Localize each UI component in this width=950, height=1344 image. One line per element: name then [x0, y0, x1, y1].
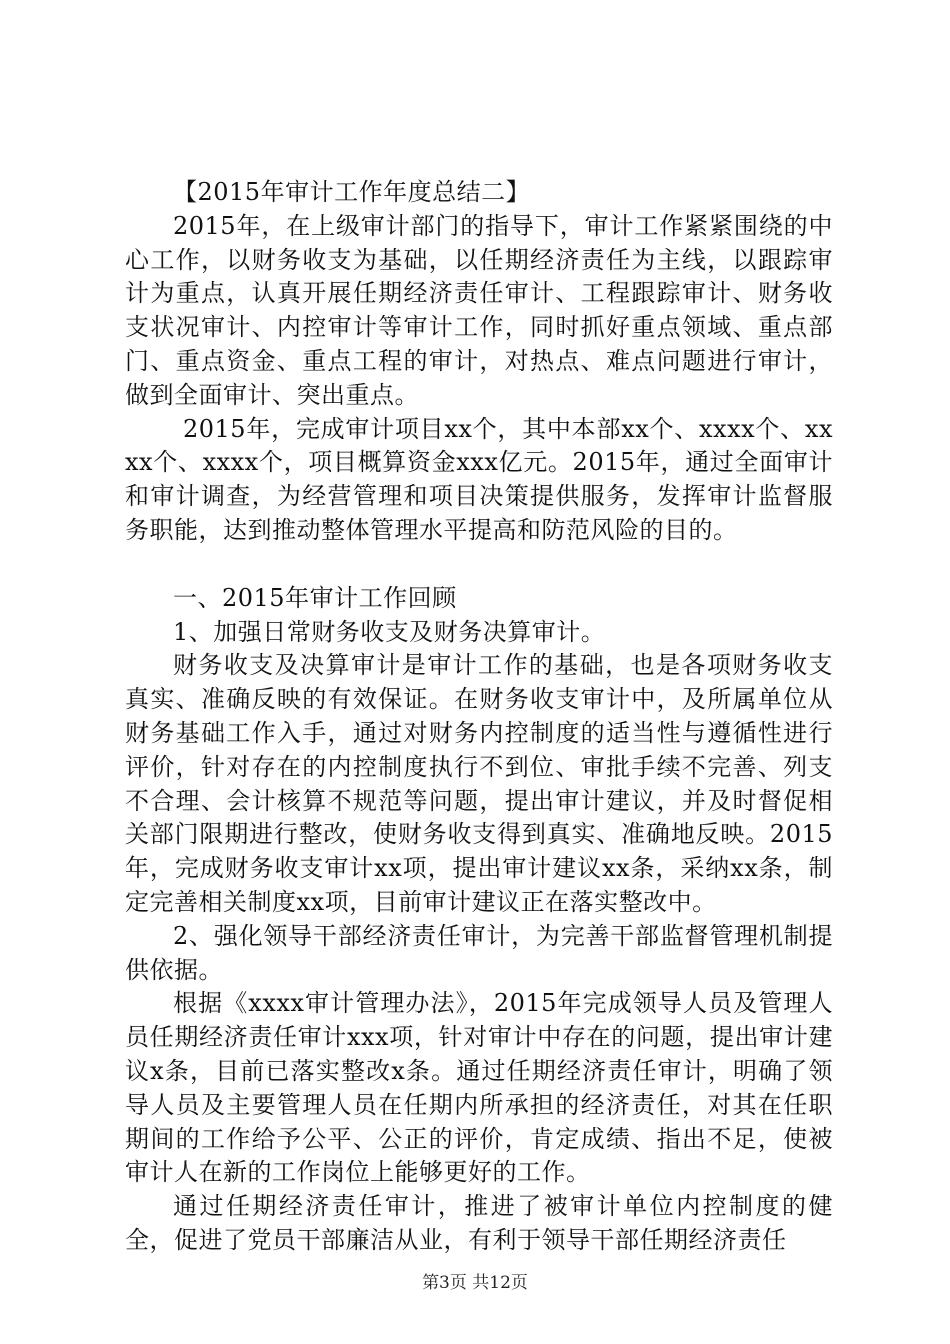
- intro-paragraph: 2015年，在上级审计部门的指导下，审计工作紧紧围绕的中心工作，以财务收支为基础，以任期经济责任为主线，以跟踪审计为重点，认真开展任期经济责任审计、工程跟踪审计、财务收支状况审计、内控审计等审计工作，同时抓好重点领域、重点部门、重点资金、重点工程的审计，对热点、难点问题进行审计，做到全面审计、突出重点。: [125, 211, 833, 409]
- item2-body: 根据《xxxx审计管理办法》，2015年完成领导人员及管理人员任期经济责任审计xxx项，针对审计中存在的问题，提出审计建议x条，目前已落实整改x条。通过任期经济责任审计，明确了领导人员及主要管理人员在任期内所承担的经济责任，对其在任职期间的工作给予公平、公正的评价，肯定成绩、指出不足，使被审计人在新的工作岗位上能够更好的工作。: [125, 989, 833, 1187]
- section-heading: 一、2015年审计工作回顾: [173, 583, 457, 612]
- document-body: [125, 176, 833, 1258]
- item1-body: 财务收支及决算审计是审计工作的基础，也是各项财务收支真实、准确反映的有效保证。在财务收支审计中，及所属单位从财务基础工作入手，通过对财务内控制度的适当性与遵循性进行评价，针对存在的内控制度执行不到位、审批手续不完善、列支不合理、会计核算不规范等问题，提出审计建议，并及时督促相关部门限期进行整改，使财务收支得到真实、准确地反映。2015年，完成财务收支审计xx项，提出审计建议xx条，采纳xx条，制定完善相关制度xx项，目前审计建议正在落实整改中。: [125, 651, 833, 916]
- summary-paragraph: 2015年，完成审计项目xx个，其中本部xx个、xxxx个、xxxx个、xxxx个，项目概算资金xxx亿元。2015年，通过全面审计和审计调查，为经营管理和项目决策提供服务，发挥审计监督服务职能，达到推动整体管理水平提高和防范风险的目的。: [125, 414, 833, 544]
- item1-heading: 1、加强日常财务收支及财务决算审计。: [173, 617, 606, 646]
- spacer: [125, 548, 833, 582]
- page-number-footer: 第3页 共12页: [422, 1273, 528, 1293]
- item2-heading: 2、强化领导干部经济责任审计，为完善干部监督管理机制提供依据。: [125, 921, 833, 984]
- document-title: 【2015年审计工作年度总结二】: [173, 178, 531, 206]
- item2-body-continued: 通过任期经济责任审计，推进了被审计单位内控制度的健全，促进了党员干部廉洁从业，有利于领导干部任期经济责任: [125, 1192, 833, 1254]
